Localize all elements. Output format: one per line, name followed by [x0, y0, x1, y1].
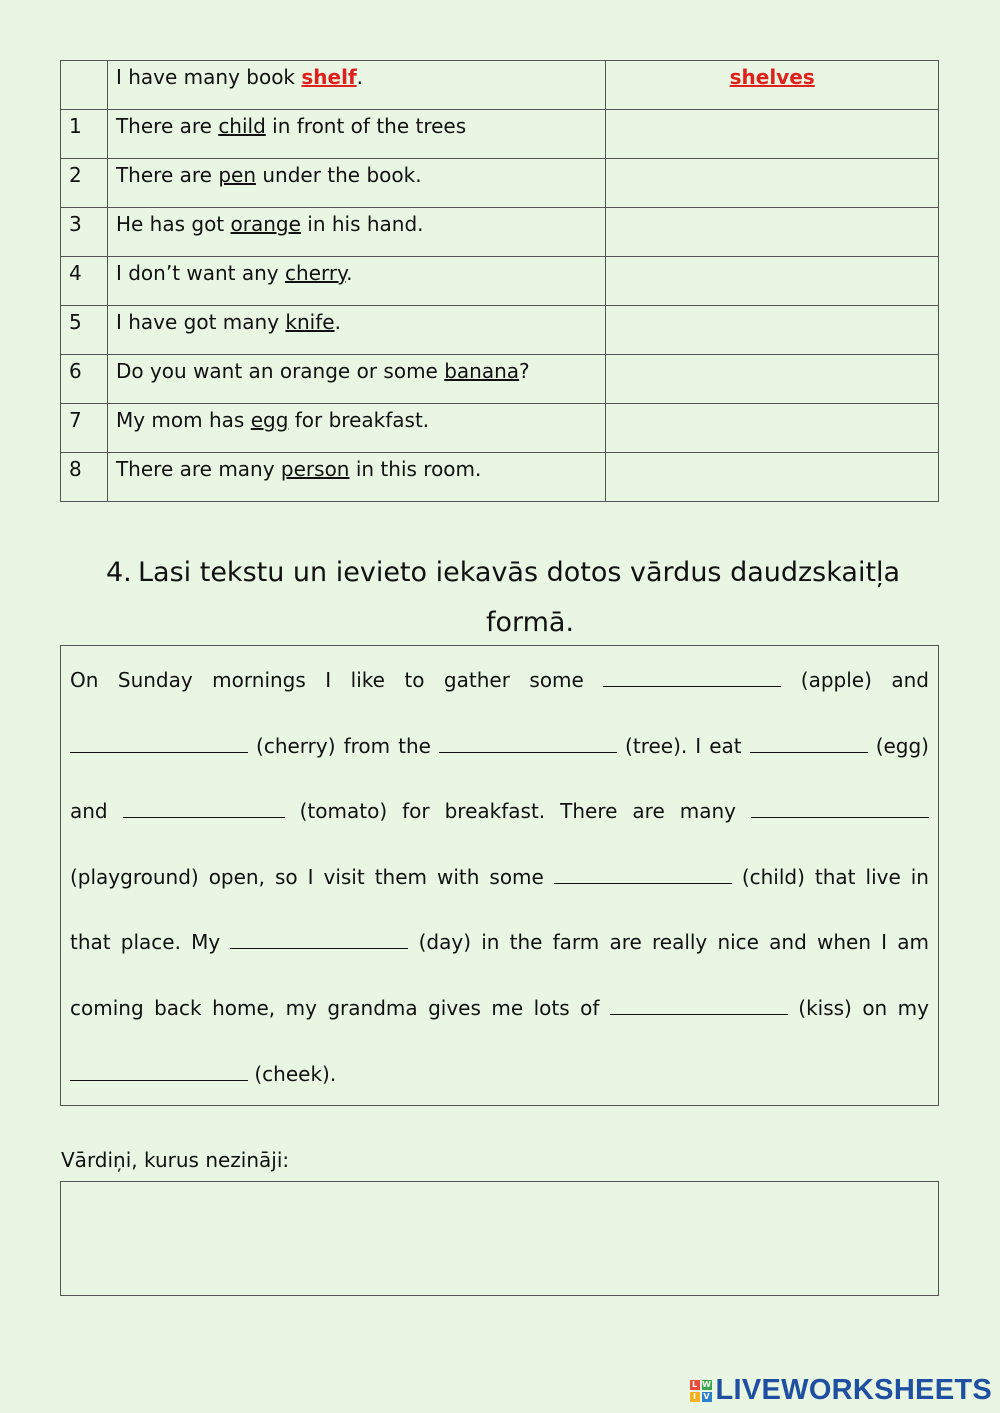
table-row	[61, 306, 939, 355]
row-number: 3	[61, 208, 108, 257]
row-number: 7	[61, 404, 108, 453]
task-4-heading	[60, 548, 1000, 648]
logo-cubes-icon: L W I V	[690, 1380, 712, 1402]
row-sentence: He has got orange in his hand.	[107, 208, 605, 257]
row-sentence: I have got many knife.	[107, 306, 605, 355]
blank-input[interactable]	[230, 926, 408, 949]
row-number: 6	[61, 355, 108, 404]
row-number: 5	[61, 306, 108, 355]
table-row	[61, 159, 939, 208]
example-word: shelf	[301, 65, 357, 89]
answer-input[interactable]	[606, 453, 939, 502]
row-sentence: I don’t want any cherry.	[107, 257, 605, 306]
answer-input[interactable]	[606, 355, 939, 404]
task-number: 4.	[106, 557, 132, 588]
table-row	[61, 404, 939, 453]
fill-in-passage: On Sunday mornings I like to gather some (apple) and (cherry) from the (tree). I eat (egg) and (tomato) for breakfast. There are many (playground) open, so I visit them with some (child) that live in that place. My (day) in the farm are really nice and when I am coming back home, my grandma gives me lots of (kiss) on my (cheek).	[60, 645, 939, 1106]
blank-input[interactable]	[603, 664, 781, 687]
row-sentence: My mom has egg for breakfast.	[107, 404, 605, 453]
row-sentence: There are many person in this room.	[107, 453, 605, 502]
example-number-cell	[61, 61, 108, 110]
task-title-continued: formā.	[485, 607, 575, 638]
answer-input[interactable]	[606, 208, 939, 257]
table-row	[61, 355, 939, 404]
row-number: 2	[61, 159, 108, 208]
liveworksheets-logo	[690, 1374, 993, 1407]
blank-input[interactable]	[439, 730, 617, 753]
answer-input[interactable]	[606, 306, 939, 355]
task-title: Lasi tekstu un ievieto iekavās dotos vārdus daudzskaitļa	[138, 557, 901, 588]
example-row	[61, 61, 939, 110]
row-sentence: There are child in front of the trees	[107, 110, 605, 159]
blank-input[interactable]	[750, 730, 868, 753]
plural-exercise-table	[60, 60, 939, 502]
blank-input[interactable]	[70, 730, 248, 753]
answer-input[interactable]	[606, 159, 939, 208]
blank-input[interactable]	[751, 795, 929, 818]
logo-text: LIVEWORKSHEETS	[715, 1374, 992, 1406]
row-sentence: There are pen under the book.	[107, 159, 605, 208]
row-number: 8	[61, 453, 108, 502]
table-row	[61, 257, 939, 306]
example-sentence: I have many book shelf.	[107, 61, 605, 110]
unknown-words-label: Vārdiņi, kurus nezināji:	[61, 1148, 290, 1172]
row-number: 4	[61, 257, 108, 306]
answer-input[interactable]	[606, 404, 939, 453]
table-row	[61, 208, 939, 257]
table-row	[61, 110, 939, 159]
unknown-words-input[interactable]	[60, 1181, 939, 1296]
answer-input[interactable]	[606, 257, 939, 306]
blank-input[interactable]	[610, 992, 788, 1015]
row-sentence: Do you want an orange or some banana?	[107, 355, 605, 404]
table-row	[61, 453, 939, 502]
blank-input[interactable]	[70, 1058, 248, 1081]
blank-input[interactable]	[554, 861, 732, 884]
blank-input[interactable]	[123, 795, 285, 818]
answer-input[interactable]	[606, 110, 939, 159]
row-number: 1	[61, 110, 108, 159]
example-answer: shelves	[606, 61, 939, 110]
